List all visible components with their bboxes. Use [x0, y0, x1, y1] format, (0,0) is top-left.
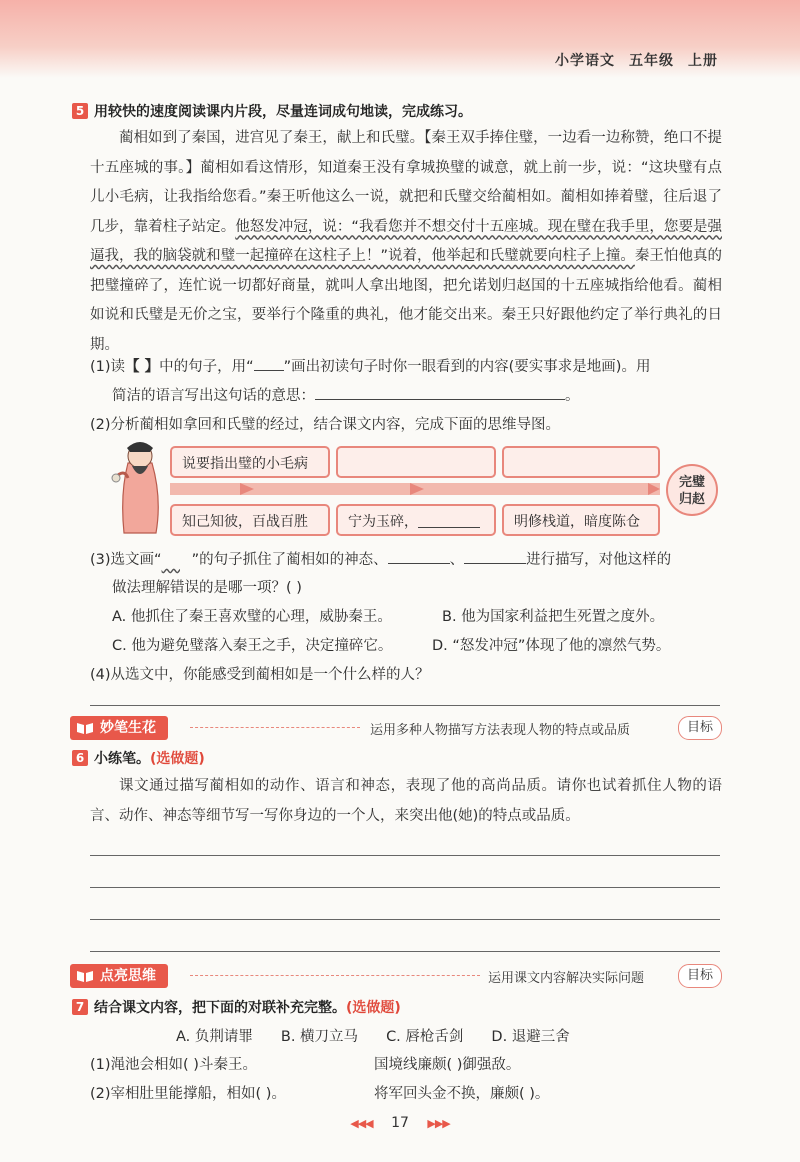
section-miaobi: [70, 714, 722, 742]
lin-xiangru-figure-icon: [110, 438, 170, 538]
book-icon: [76, 969, 94, 983]
sub1-bracket: 【 】: [125, 359, 160, 375]
passage-p2: 蔺相如看这情形，知道秦王没有拿城换璧的诚意，就上前一步，说：“这块璧有点儿小毛病，让我指给您看。”秦王听他这么一说，就把和氏璧交给蔺相如。蔺相如捧着璧，往后退了几步，靠着柱子站定。: [90, 159, 722, 235]
q5-sub4-answer-line[interactable]: [90, 705, 720, 706]
section-miaobi-tag: [70, 716, 168, 740]
page-number: 17: [391, 1115, 409, 1131]
section-dianliang-dash: [190, 975, 480, 976]
q7-option-c[interactable]: C. 唇枪舌剑: [386, 1029, 464, 1045]
q6-writing-line-1[interactable]: [90, 855, 720, 856]
mindmap-bottom-2[interactable]: [336, 504, 496, 536]
q5-sub3-option-b[interactable]: B. 他为国家利益把生死置之度外。: [442, 609, 665, 625]
q7-row1-right[interactable]: 国境线廉颇( )御强敌。: [374, 1057, 521, 1073]
mindmap-bottom-3: 明修栈道，暗度陈仓: [502, 504, 660, 536]
q5-sub4: (4)从选文中，你能感受到蔺相如是一个什么样的人？: [90, 667, 430, 683]
passage-bracketed: 【秦王双手捧住璧，一边看一边称赞，绝口不提十五座城的事。】: [90, 130, 722, 176]
q5-sub3-line1: [90, 548, 671, 569]
q6-body-text: 课文通过描写蔺相如的动作、语言和神态，表现了他的高尚品质。请你也试着抓住人物的语言、动作、神态等细节写一写你身边的一个人，来突出他(她)的特点或品质。: [90, 778, 722, 824]
section-dianliang-goal-tag: 目标: [678, 964, 722, 988]
section-dianliang-goal: 运用课文内容解决实际问题: [488, 971, 645, 986]
passage-p3: 秦王怕他真的把璧撞碎了，连忙说一切都好商量，就叫人拿出地图，把允诺划归赵国的十五座城指给他看。蔺相如说和氏璧是无价之宝，要举行个隆重的典礼，他才能交出来。秦王只好跟他约定了举行典礼的日期。: [90, 248, 723, 353]
mindmap-bottom-1: 知己知彼，百战百胜: [170, 504, 330, 536]
section-dianliang: [70, 962, 722, 990]
sub1-line2-text: 简洁的语言写出这句话的意思：: [112, 388, 315, 404]
mindmap-top-1: 说要指出璧的小毛病: [170, 446, 330, 478]
q7-option-b[interactable]: B. 横刀立马: [280, 1029, 359, 1045]
q6-title: 小练笔。: [94, 751, 150, 767]
sub3-text-c: 、: [449, 552, 465, 568]
section-miaobi-goal-tag: 目标: [678, 716, 722, 740]
section-miaobi-label: 妙笔生花: [100, 720, 156, 736]
q5-sub1-line1: [90, 355, 650, 376]
target-line1: 完璧: [678, 475, 705, 490]
book-icon: [76, 721, 94, 735]
q7-options: [176, 1025, 696, 1046]
section-dianliang-tag: [70, 964, 168, 988]
q7-title: 结合课文内容，把下面的对联补充完整。: [94, 1000, 346, 1016]
header-subject: 小学语文: [555, 53, 615, 69]
page-header: [541, 50, 718, 70]
sub1-line2-end: 。: [565, 388, 580, 404]
sub3-blank-1[interactable]: [388, 563, 450, 564]
q6-writing-line-3[interactable]: [90, 919, 720, 920]
q5-sub3-option-a[interactable]: A. 他抓住了秦王喜欢璧的心理，威胁秦王。: [112, 609, 392, 625]
sub1-mark-sample: [254, 370, 284, 371]
mindmap-top-3[interactable]: [502, 446, 660, 478]
header-grade: 五年级: [629, 53, 674, 69]
q7-option-d[interactable]: D. 退避三舍: [491, 1029, 570, 1045]
section-dianliang-label: 点亮思维: [100, 968, 156, 984]
q5-title: 用较快的速度阅读课内片段，尽量连词成句地读，完成练习。: [94, 104, 472, 120]
mindmap-top-2[interactable]: [336, 446, 496, 478]
sub3-text-b: ”的句子抓住了蔺相如的神态、: [191, 552, 388, 568]
left-arrows-icon: ◀◀◀: [350, 1117, 373, 1130]
passage-wavy: 他怒发冲冠，说：“我看您并不想交付十五座城。现在璧在我手里，您要是强逼我，我的脑袋就和璧一起撞碎在这柱子上！”说着，他举起和氏璧就要向柱子上撞。: [90, 218, 722, 264]
q5-sub3-option-d[interactable]: D. “怒发冲冠”体现了他的凛然气势。: [432, 638, 671, 654]
q5-passage: [90, 124, 722, 360]
q7-row1-left[interactable]: (1)渑池会相如( )斗秦王。: [90, 1057, 257, 1073]
header-volume: 上册: [688, 53, 718, 69]
q6-body: [90, 772, 722, 831]
q6-writing-line-2[interactable]: [90, 887, 720, 888]
mindmap-bottom-2-text: 宁为玉碎，: [348, 514, 418, 530]
q5-sub3-option-c[interactable]: C. 他为避免璧落入秦王之手，决定撞碎它。: [112, 638, 393, 654]
q6-optional: (选做题): [150, 751, 205, 767]
q7-optional: (选做题): [346, 1000, 401, 1016]
page-footer: [0, 1115, 800, 1131]
q6-heading: [72, 748, 205, 768]
sub1-text-c: 中的句子，用“: [159, 359, 254, 375]
q5-sub3-line2: 做法理解错误的是哪一项？( ): [112, 580, 302, 596]
q5-sub1-line2: [112, 384, 580, 405]
mindmap-target: [666, 464, 718, 516]
passage-p1: 蔺相如到了秦国，进宫见了秦王，献上和氏璧。: [119, 130, 425, 146]
q7-option-a[interactable]: A. 负荆请罪: [176, 1029, 253, 1045]
section-miaobi-goal: 运用多种人物描写方法表现人物的特点或品质: [370, 723, 631, 738]
sub1-text-a: (1)读: [90, 359, 126, 375]
q5-heading: [72, 101, 472, 121]
section-miaobi-dash: [190, 727, 360, 728]
q5-number: 5: [72, 103, 88, 119]
q7-heading: [72, 997, 401, 1017]
q7-row2-left[interactable]: (2)宰相肚里能撑船，相如( )。: [90, 1086, 286, 1102]
right-arrows-icon: ▶▶▶: [427, 1117, 450, 1130]
sub1-text-d: ”画出初读句子时你一眼看到的内容(要实事求是地画)。用: [283, 359, 651, 375]
mindmap-arrows: [240, 479, 660, 499]
q6-number: 6: [72, 750, 88, 766]
q5-sub2: (2)分析蔺相如拿回和氏璧的经过，结合课文内容，完成下面的思维导图。: [90, 417, 561, 433]
sub3-wavy-sample: [162, 552, 192, 568]
sub3-text-d: 进行描写，对他这样的: [526, 552, 672, 568]
q7-row2-right[interactable]: 将军回头金不换，廉颇( )。: [374, 1086, 550, 1102]
mindmap-bottom-2-blank[interactable]: [418, 527, 480, 528]
sub1-answer-blank[interactable]: [315, 399, 565, 400]
q6-writing-line-4[interactable]: [90, 951, 720, 952]
q7-number: 7: [72, 999, 88, 1015]
sub3-blank-2[interactable]: [464, 563, 526, 564]
target-line2: 归赵: [678, 492, 705, 507]
sub3-text-a: (3)选文画“: [90, 552, 162, 568]
